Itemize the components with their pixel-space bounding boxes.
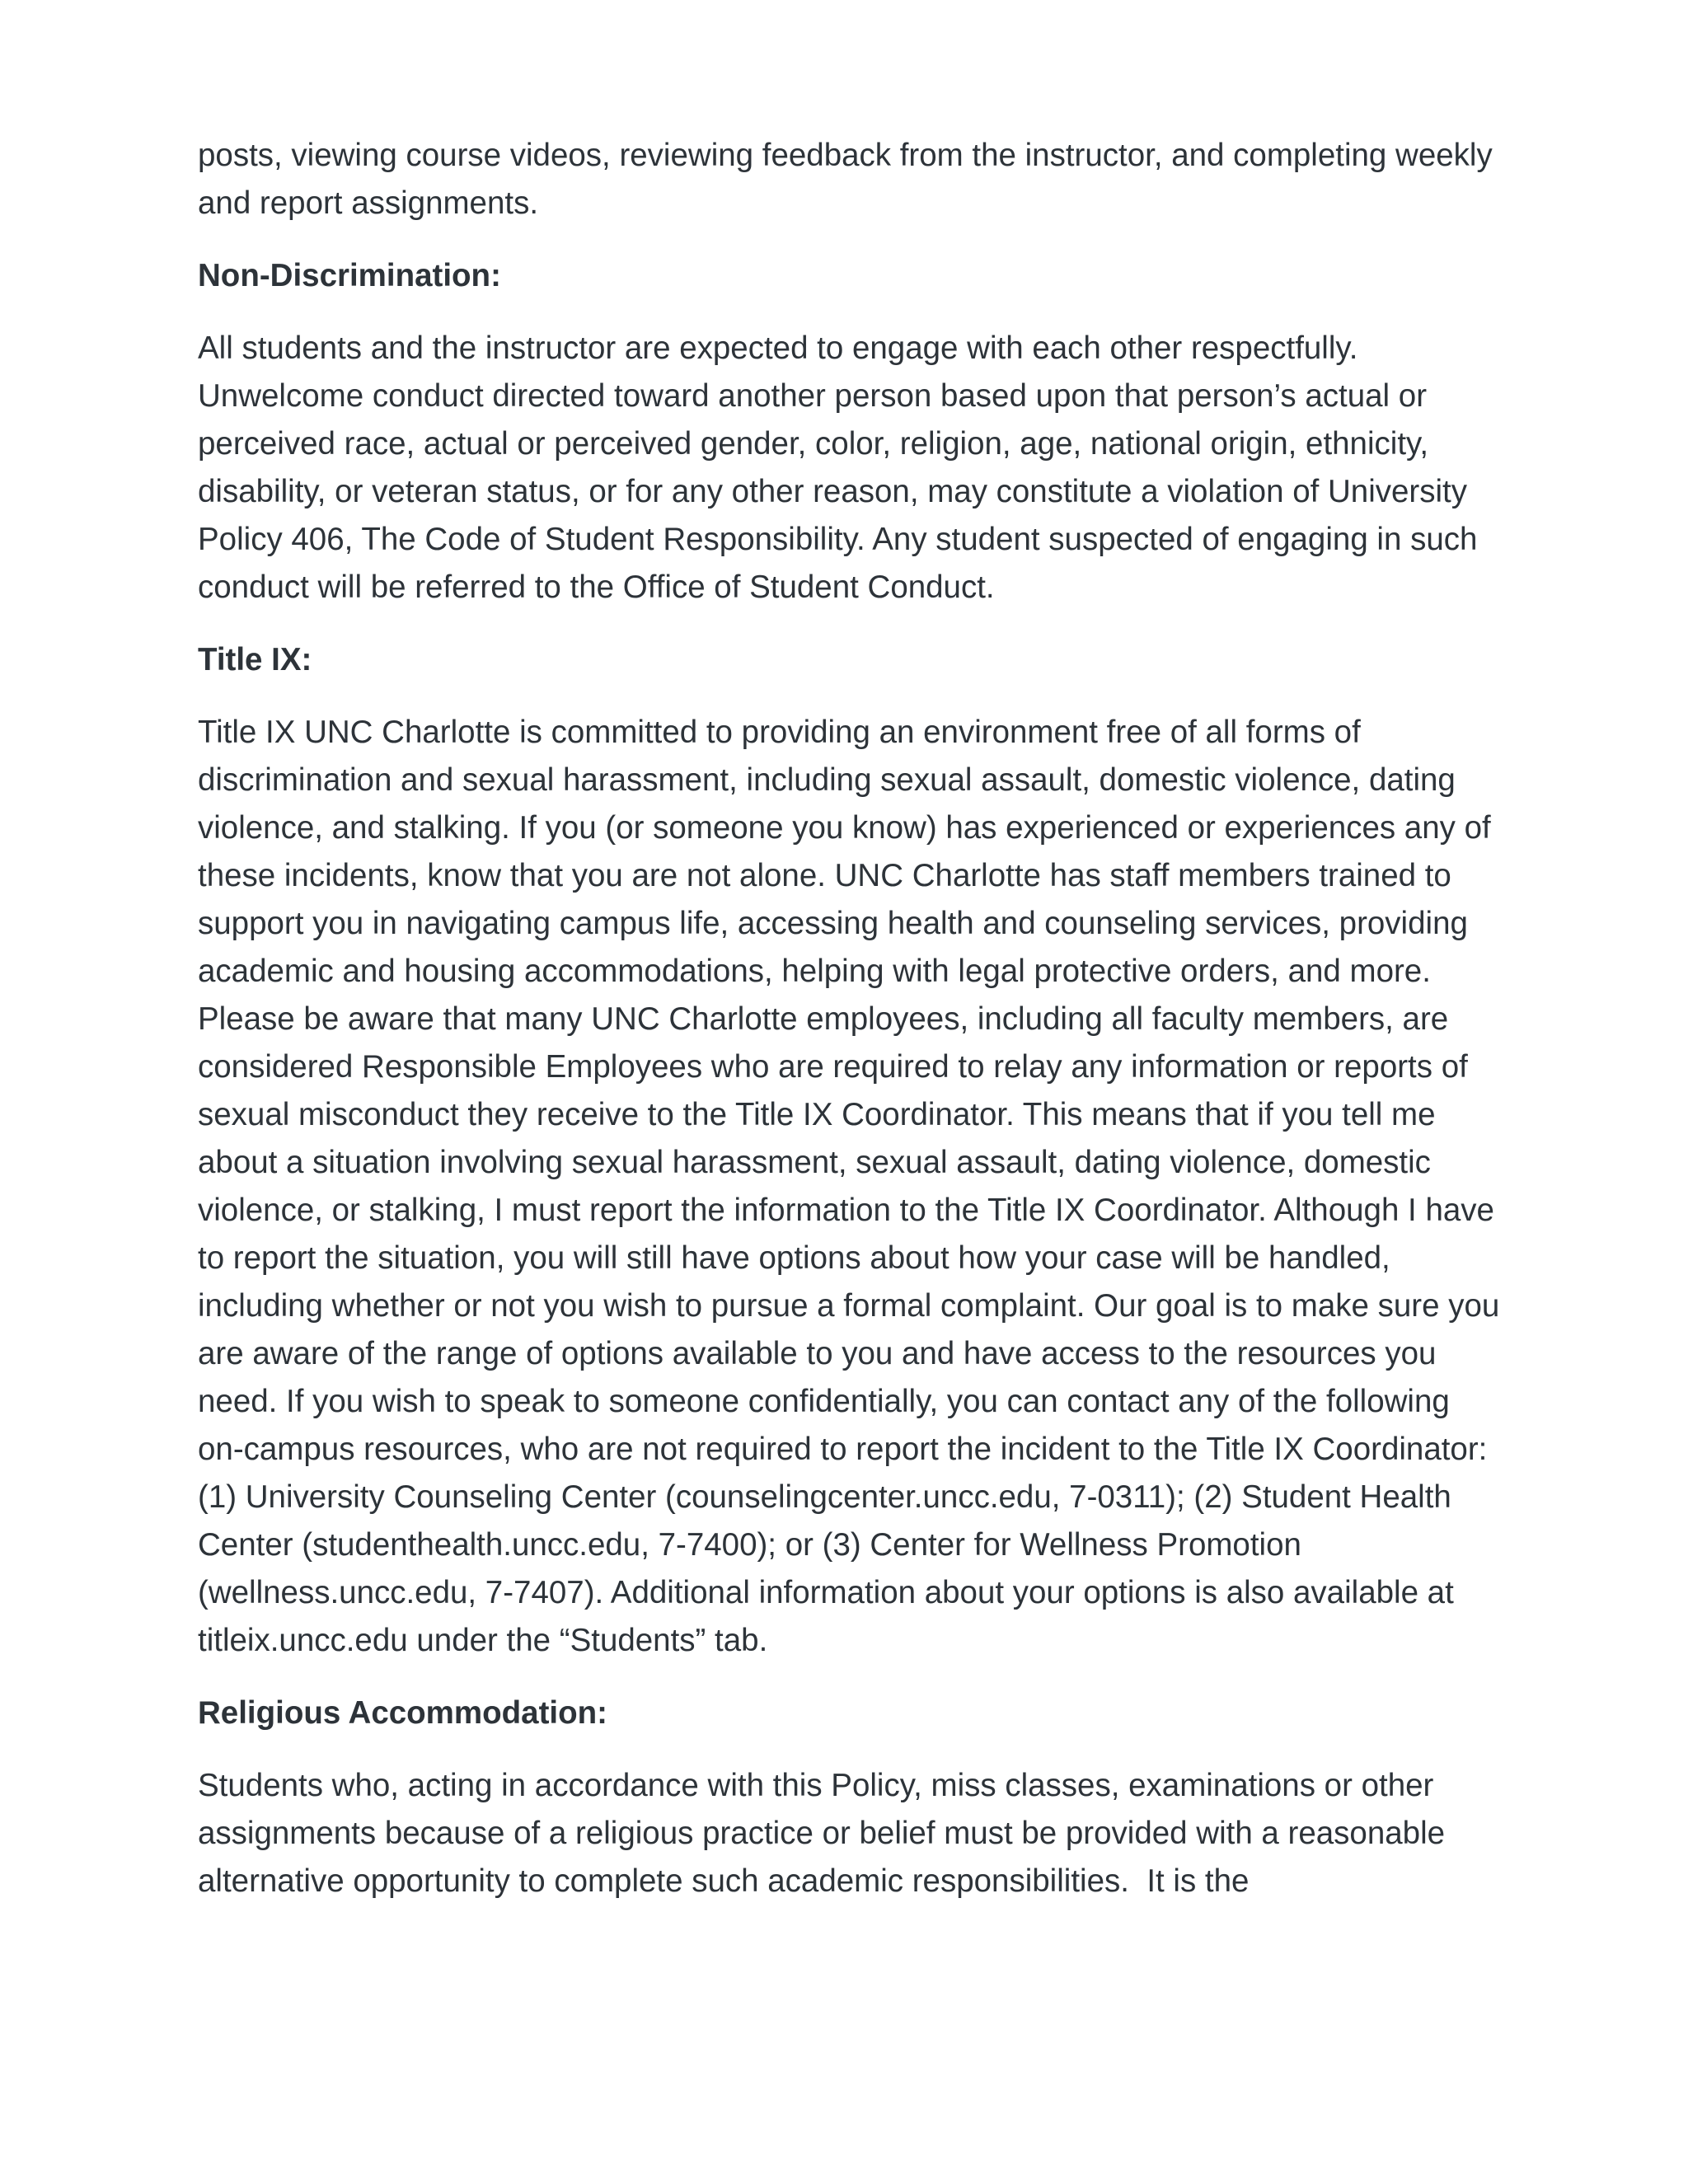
section-paragraph-title-ix: Title IX UNC Charlotte is committed to providing an environment free of all forms of discrimination and sexual harassment, including sexual assault, domestic violence, dating violence, and stalking. If you (or someone you know) has experienced or experiences any of these incidents, know that you are not alone. UNC Charlotte has staff members trained to support you in navigating campus life, accessing health and counseling services, providing academic and housing accommodations, helping with legal protective orders, and more. Please be aware that many UNC Charlotte employees, including all faculty members, are considered Responsible Employees who are required to relay any information or reports of sexual misconduct they receive to the Title IX Coordinator. This means that if you tell me about a situation involving sexual harassment, sexual assault, dating violence, domestic violence, or stalking, I must report the information to the Title IX Coordinator. Although I have to report the situation, you will still have options about how your case will be handled, including whether or not you wish to pursue a formal complaint. Our goal is to make sure you are aware of the range of options available to you and have access to the resources you need. If you wish to speak to someone confidentially, you can contact any of the following on-campus resources, who are not required to report the incident to the Title IX Coordinator: (1) University Counseling Center (counselingcenter.uncc.edu, 7-0311); (2) Student Health Center (studenthealth.uncc.edu, 7-7400); or (3) Center for Wellness Promotion (wellness.uncc.edu, 7-7407). Additional information about your options is also available at titleix.uncc.edu under the “Students” tab.: [198, 715, 1500, 1658]
section-heading-title-ix: Title IX:: [198, 642, 312, 677]
section-paragraph-religious-accommodation: Students who, acting in accordance with this Policy, miss classes, examinations or other assignments because of a religious practice or belief must be provided with a reasonable alternative opportunity to complete such academic responsibilities. It is the: [198, 1768, 1454, 1899]
document-page: [198, 132, 1500, 1930]
section-paragraph-non-discrimination: All students and the instructor are expected to engage with each other respectfully. Unwelcome conduct directed toward another person based upon that person’s actual or perceived race, actual or perceived gender, color, religion, age, national origin, ethnicity, disability, or veteran status, or for any other reason, may constitute a violation of University Policy 406, The Code of Student Responsibility. Any student suspected of engaging in such conduct will be referred to the Office of Student Conduct.: [198, 330, 1478, 605]
intro-paragraph: posts, viewing course videos, reviewing feedback from the instructor, and completing weekly and report assignments.: [198, 138, 1493, 221]
section-heading-religious-accommodation: Religious Accommodation:: [198, 1695, 607, 1731]
section-heading-non-discrimination: Non-Discrimination:: [198, 258, 501, 293]
